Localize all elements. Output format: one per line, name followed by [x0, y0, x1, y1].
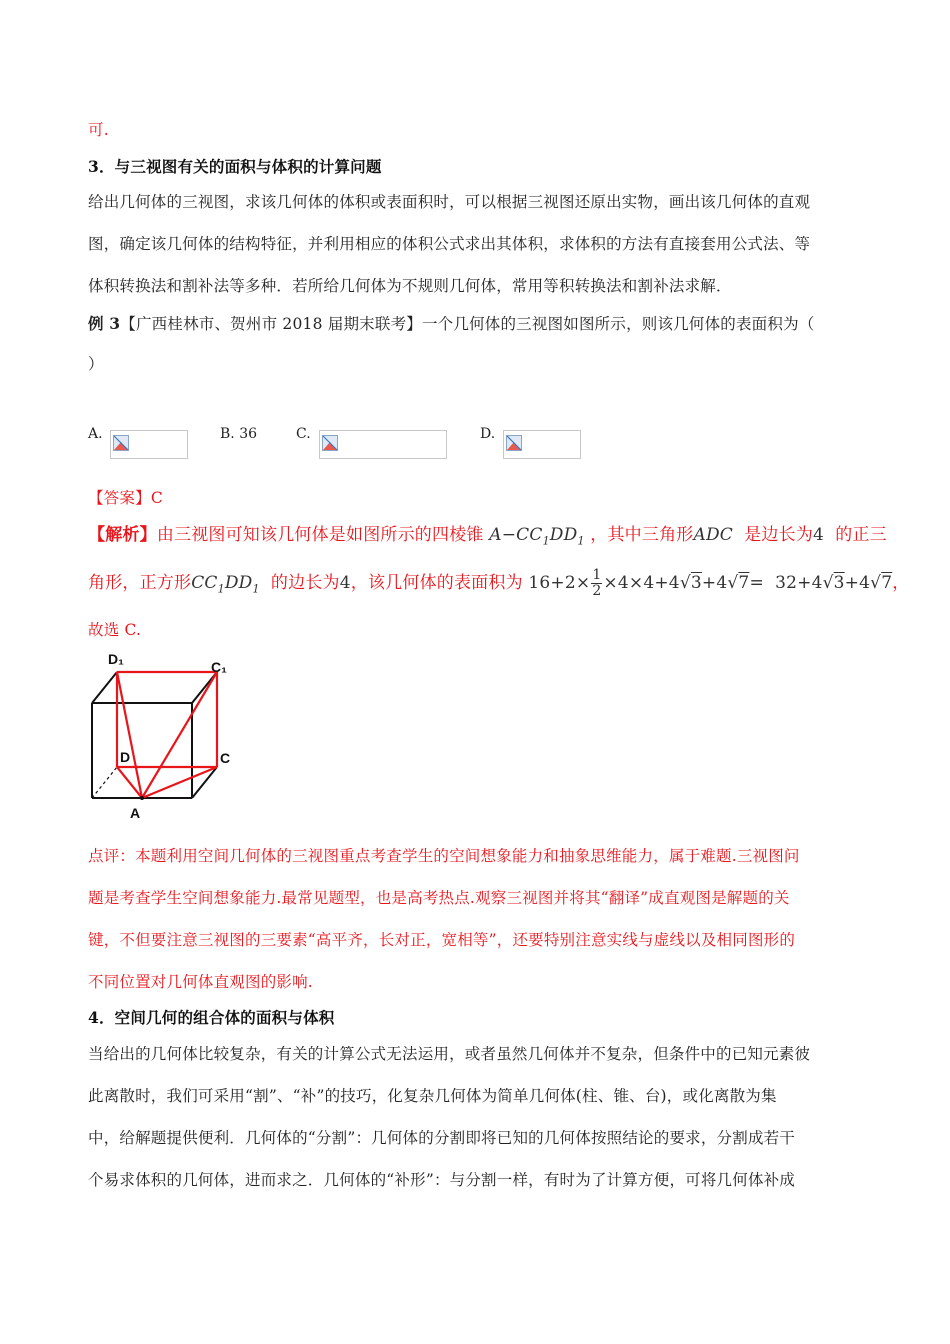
math-cc1dd1: $CC_1DD_1$	[191, 573, 260, 596]
pyramid-in-cube-figure	[84, 648, 244, 824]
analysis-line-2	[88, 568, 909, 599]
example-source: 【广西桂林市、贺州市 2018 届期末联考】	[120, 315, 422, 333]
analysis-text: ，其中三角形	[590, 525, 694, 545]
option-d-label: D.	[480, 426, 496, 442]
comment-line: 键，不但要注意三视图的三要素“高平齐，长对正，宽相等”，还要特别注意实线与虚线以及相同图形的	[88, 931, 796, 949]
option-d-image	[503, 430, 581, 459]
math-four: 4	[813, 525, 825, 545]
option-b-label: B. 36	[220, 426, 258, 442]
math-minus: −	[501, 525, 517, 545]
analysis-text: 是边长为	[744, 525, 814, 545]
example-question	[88, 312, 815, 334]
example-question-end: ）	[88, 355, 104, 373]
answer-label: 【答案】	[88, 489, 151, 507]
vertex-label-c1: C₁	[211, 659, 227, 675]
math-cc1dd1: $CC_1DD_1$	[516, 525, 585, 548]
vertex-a-point	[140, 796, 144, 800]
intro-tail: 可.	[88, 121, 109, 139]
example-question-text: 一个几何体的三视图如图所示，则该几何体的表面积为（	[421, 315, 815, 333]
section-4-paragraph-line: 个易求体积的几何体，进而求之．几何体的“补形”：与分割一样，有时为了计算方便，可将几何体补成	[88, 1171, 796, 1189]
vertex-label-d: D	[120, 749, 131, 765]
analysis-text: 的边长为	[270, 573, 340, 593]
broken-image-icon	[113, 435, 129, 451]
analysis-text: 的正三	[835, 525, 887, 545]
vertex-label-a: A	[130, 805, 141, 821]
example-label: 例 3	[88, 314, 121, 333]
comment-line: 不同位置对几何体直观图的影响.	[88, 973, 313, 991]
analysis-text: 由三视图可知该几何体是如图所示的四棱锥	[156, 525, 484, 545]
option-c-image	[319, 430, 447, 459]
option-c-label: C.	[296, 426, 311, 442]
section-3-paragraph-line: 体积转换法和割补法等多种．若所给几何体为不规则几何体，常用等积转换法和割补法求解．	[88, 277, 732, 295]
answer-value: C	[150, 489, 163, 507]
analysis-conclusion: 故选 C.	[88, 621, 142, 639]
section-3-paragraph-line: 图，确定该几何体的结构特征，并利用相应的体积公式求出其体积，求体积的方法有直接套用公式法、等	[88, 235, 811, 253]
math-adc: ADC	[693, 525, 733, 545]
math-pyramid-name: A	[489, 525, 502, 545]
option-a-label: A.	[88, 426, 103, 442]
analysis-line-1	[88, 520, 887, 547]
section-4-paragraph-line: 当给出的几何体比较复杂，有关的计算公式无法运用，或者虽然几何体并不复杂，但条件中的已知元素彼	[88, 1045, 811, 1063]
analysis-text: ，	[892, 573, 910, 593]
section-4-paragraph-line: 中，给解题提供便利．几何体的“分割”：几何体的分割即将已知的几何体按照结论的要求，分割成若干	[88, 1129, 796, 1147]
section-4-heading: 4．空间几何的组合体的面积与体积	[88, 1008, 335, 1027]
comment-line: 题是考查学生空间想象能力.最常见题型，也是高考热点.观察三视图并将其“翻译”成直观图是解题的关	[88, 889, 790, 907]
answer	[88, 486, 163, 508]
section-4-paragraph-line: 此离散时，我们可采用“割”、“补”的技巧，化复杂几何体为简单几何体(柱、锥、台)，或化离散为集	[88, 1087, 777, 1105]
broken-image-icon	[322, 435, 338, 451]
analysis-label: 【解析】	[88, 525, 157, 545]
option-a-image	[110, 430, 188, 459]
analysis-text: ，该几何体的表面积为	[350, 573, 523, 593]
section-3-paragraph-line: 给出几何体的三视图，求该几何体的体积或表面积时，可以根据三视图还原出实物，画出该几何体的直观	[88, 193, 811, 211]
analysis-text: 角形，正方形	[88, 573, 192, 593]
broken-image-icon	[506, 435, 522, 451]
vertex-label-d1: D₁	[108, 651, 124, 667]
math-surface-area-expression: 16+2× $\frac{1}{2}$ ×4×4+4√3+4√7= 32+4√3+4√7	[528, 567, 893, 599]
section-3-heading: 3．与三视图有关的面积与体积的计算问题	[88, 157, 382, 176]
comment-line: 点评：本题利用空间几何体的三视图重点考查学生的空间想象能力和抽象思维能力，属于难题.三视图问	[88, 847, 800, 865]
math-four: 4	[339, 573, 351, 593]
vertex-label-c: C	[220, 750, 231, 766]
